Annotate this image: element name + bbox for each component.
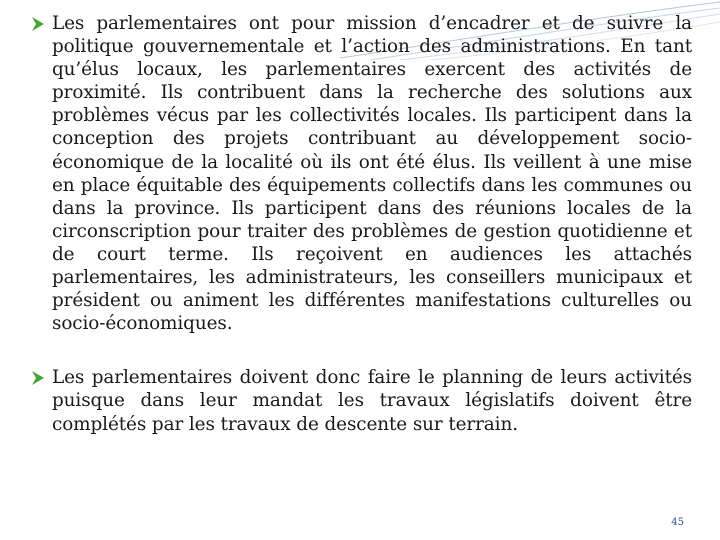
bullet-text-1: Les parlementaires ont pour mission d’encadrer et de suivre la politique gouvernementale et l’action des administrations. En tant qu’élus locaux, les parlementaires exercent des activités de proximité. Ils contribuent dans la recherche des solutions aux problèmes vécus par les collectivités locales. Ils participent dans la conception des projets contribuant au développement socio-économique de la localité où ils ont été élus. Ils veillent à une mise en place équitable des équipements collectifs dans les communes ou dans la province. Ils participent dans des réunions locales de la circonscription pour traiter des problèmes de gestion quotidienne et de court terme. Ils reçoivent en audiences les attachés parlementaires, les administrateurs, les conseillers municipaux et président ou animent les différentes manifestations culturelles ou socio-économiques. xyxy=(52,13,692,335)
bullet-list xyxy=(30,12,692,436)
arrow-bullet-icon xyxy=(30,16,46,32)
bullet-item-2 xyxy=(30,366,692,435)
arrow-bullet-icon xyxy=(30,370,46,386)
page-number: 45 xyxy=(671,517,684,528)
bullet-text-2: Les parlementaires doivent donc faire le planning de leurs activités puisque dans leur mandat les travaux législatifs doivent être complétés par les travaux de descente sur terrain. xyxy=(52,367,692,435)
bullet-item-1 xyxy=(30,12,692,335)
